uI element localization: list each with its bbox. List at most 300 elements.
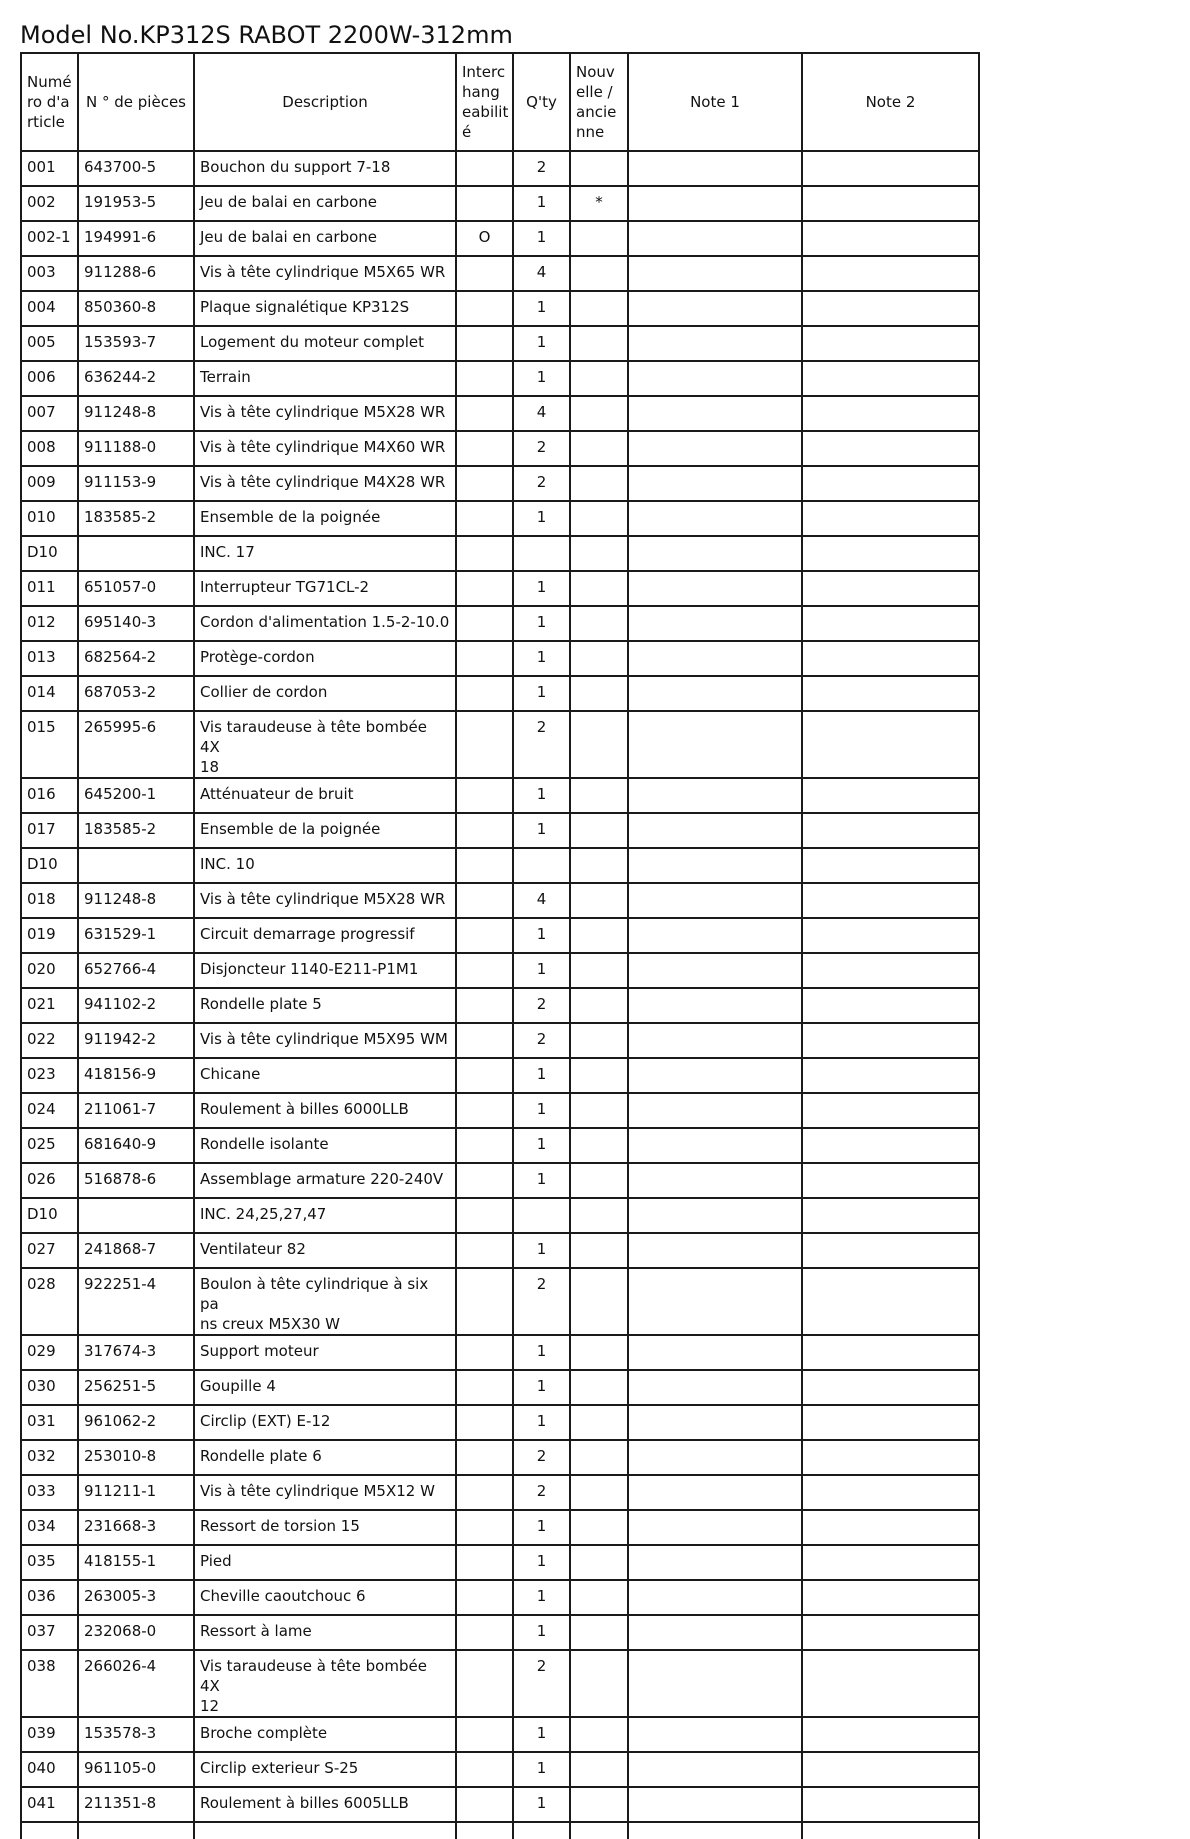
- cell-part-number: 263005-3: [78, 1580, 194, 1615]
- cell-empty: [456, 1822, 513, 1839]
- cell-description: Vis à tête cylindrique M5X65 WR: [194, 256, 456, 291]
- table-row: [21, 1058, 979, 1093]
- cell-new-old: [570, 1370, 628, 1405]
- cell-description: Vis à tête cylindrique M4X60 WR: [194, 431, 456, 466]
- cell-part-number: 211061-7: [78, 1093, 194, 1128]
- cell-note-1: [628, 1128, 802, 1163]
- cell-item-number: 040: [21, 1752, 78, 1787]
- cell-note-2: [802, 1580, 979, 1615]
- cell-note-1: [628, 848, 802, 883]
- cell-description: Rondelle plate 5: [194, 988, 456, 1023]
- cell-note-1: [628, 186, 802, 221]
- cell-quantity: 1: [513, 1128, 570, 1163]
- cell-quantity: 1: [513, 1370, 570, 1405]
- cell-interchangeability: [456, 1440, 513, 1475]
- table-row: [21, 431, 979, 466]
- cell-part-number: 516878-6: [78, 1163, 194, 1198]
- cell-note-1: [628, 361, 802, 396]
- cell-interchangeability: [456, 1545, 513, 1580]
- cell-interchangeability: [456, 1580, 513, 1615]
- cell-part-number: 231668-3: [78, 1510, 194, 1545]
- cell-description: Jeu de balai en carbone: [194, 186, 456, 221]
- cell-note-1: [628, 711, 802, 778]
- cell-item-number: 041: [21, 1787, 78, 1822]
- cell-part-number: 418156-9: [78, 1058, 194, 1093]
- cell-interchangeability: [456, 1475, 513, 1510]
- cell-description: Terrain: [194, 361, 456, 396]
- cell-interchangeability: [456, 1233, 513, 1268]
- cell-item-number: 014: [21, 676, 78, 711]
- cell-quantity: 1: [513, 221, 570, 256]
- cell-interchangeability: [456, 918, 513, 953]
- cell-item-number: 027: [21, 1233, 78, 1268]
- cell-note-2: [802, 1093, 979, 1128]
- cell-note-2: [802, 396, 979, 431]
- cell-note-1: [628, 1440, 802, 1475]
- cell-quantity: [513, 848, 570, 883]
- cell-quantity: 1: [513, 918, 570, 953]
- cell-new-old: [570, 1198, 628, 1233]
- cell-note-2: [802, 431, 979, 466]
- cell-note-1: [628, 1650, 802, 1717]
- header-description: Description: [194, 53, 456, 151]
- cell-quantity: 2: [513, 1268, 570, 1335]
- cell-note-1: [628, 1163, 802, 1198]
- cell-part-number: 911248-8: [78, 883, 194, 918]
- table-row: [21, 953, 979, 988]
- cell-empty: [628, 1822, 802, 1839]
- cell-quantity: 1: [513, 1405, 570, 1440]
- cell-note-1: [628, 1023, 802, 1058]
- cell-new-old: [570, 431, 628, 466]
- cell-part-number: 266026-4: [78, 1650, 194, 1717]
- cell-interchangeability: [456, 1023, 513, 1058]
- cell-description: Roulement à billes 6005LLB: [194, 1787, 456, 1822]
- cell-interchangeability: [456, 431, 513, 466]
- cell-note-2: [802, 641, 979, 676]
- cell-note-1: [628, 606, 802, 641]
- cell-part-number: 183585-2: [78, 813, 194, 848]
- cell-quantity: 1: [513, 778, 570, 813]
- cell-new-old: [570, 1128, 628, 1163]
- cell-note-1: [628, 501, 802, 536]
- cell-description: Logement du moteur complet: [194, 326, 456, 361]
- cell-item-number: 033: [21, 1475, 78, 1510]
- cell-item-number: 023: [21, 1058, 78, 1093]
- cell-note-1: [628, 1233, 802, 1268]
- cell-new-old: [570, 711, 628, 778]
- cell-quantity: 1: [513, 501, 570, 536]
- cell-note-1: [628, 536, 802, 571]
- cell-note-1: [628, 1717, 802, 1752]
- cell-item-number: 026: [21, 1163, 78, 1198]
- cell-description: Ressort à lame: [194, 1615, 456, 1650]
- cell-part-number: 643700-5: [78, 151, 194, 186]
- table-row: [21, 466, 979, 501]
- cell-item-number: 034: [21, 1510, 78, 1545]
- cell-item-number: 028: [21, 1268, 78, 1335]
- header-item-number: Numé ro d'a rticle: [21, 53, 78, 151]
- cell-part-number: 911942-2: [78, 1023, 194, 1058]
- cell-quantity: 1: [513, 186, 570, 221]
- cell-note-1: [628, 466, 802, 501]
- cell-new-old: [570, 1752, 628, 1787]
- cell-interchangeability: [456, 466, 513, 501]
- cell-item-number: 038: [21, 1650, 78, 1717]
- cell-item-number: 021: [21, 988, 78, 1023]
- cell-note-2: [802, 988, 979, 1023]
- cell-new-old: [570, 1440, 628, 1475]
- cell-quantity: 2: [513, 711, 570, 778]
- cell-empty: [513, 1822, 570, 1839]
- parts-table: [20, 52, 980, 1839]
- cell-new-old: [570, 1580, 628, 1615]
- cell-part-number: 911211-1: [78, 1475, 194, 1510]
- cell-interchangeability: [456, 711, 513, 778]
- cell-quantity: 1: [513, 1163, 570, 1198]
- cell-new-old: [570, 641, 628, 676]
- cell-part-number: 941102-2: [78, 988, 194, 1023]
- cell-part-number: 922251-4: [78, 1268, 194, 1335]
- cell-quantity: 1: [513, 813, 570, 848]
- cell-description: Vis à tête cylindrique M4X28 WR: [194, 466, 456, 501]
- cell-description: Ensemble de la poignée: [194, 813, 456, 848]
- cell-quantity: 2: [513, 466, 570, 501]
- cell-part-number: 153593-7: [78, 326, 194, 361]
- cell-item-number: 002: [21, 186, 78, 221]
- table-row: [21, 186, 979, 221]
- cell-part-number: [78, 536, 194, 571]
- cell-interchangeability: [456, 291, 513, 326]
- cell-part-number: 682564-2: [78, 641, 194, 676]
- cell-note-2: [802, 536, 979, 571]
- cell-empty: [78, 1822, 194, 1839]
- cell-part-number: 645200-1: [78, 778, 194, 813]
- cell-note-2: [802, 1650, 979, 1717]
- cell-note-2: [802, 1128, 979, 1163]
- table-row: [21, 396, 979, 431]
- cell-note-1: [628, 571, 802, 606]
- cell-description: Vis à tête cylindrique M5X28 WR: [194, 883, 456, 918]
- cell-note-2: [802, 1615, 979, 1650]
- cell-new-old: [570, 291, 628, 326]
- cell-item-number: 010: [21, 501, 78, 536]
- cell-note-1: [628, 326, 802, 361]
- cell-description: Goupille 4: [194, 1370, 456, 1405]
- cell-note-1: [628, 396, 802, 431]
- cell-quantity: 2: [513, 1023, 570, 1058]
- cell-part-number: 183585-2: [78, 501, 194, 536]
- cell-new-old: [570, 883, 628, 918]
- table-row: [21, 1335, 979, 1370]
- cell-quantity: [513, 1198, 570, 1233]
- cell-interchangeability: [456, 1163, 513, 1198]
- cell-description: Vis à tête cylindrique M5X12 W: [194, 1475, 456, 1510]
- cell-new-old: [570, 813, 628, 848]
- cell-description: Jeu de balai en carbone: [194, 221, 456, 256]
- cell-interchangeability: [456, 676, 513, 711]
- cell-item-number: 035: [21, 1545, 78, 1580]
- cell-description: Circuit demarrage progressif: [194, 918, 456, 953]
- header-new-old: Nouv elle / ancie nne: [570, 53, 628, 151]
- cell-interchangeability: [456, 501, 513, 536]
- cell-empty: [194, 1822, 456, 1839]
- header-note-2: Note 2: [802, 53, 979, 151]
- header-part-number: N ° de pièces: [78, 53, 194, 151]
- cell-description: INC. 10: [194, 848, 456, 883]
- cell-item-number: 012: [21, 606, 78, 641]
- cell-item-number: 036: [21, 1580, 78, 1615]
- cell-note-1: [628, 1510, 802, 1545]
- table-row: [21, 883, 979, 918]
- cell-new-old: [570, 221, 628, 256]
- table-row: [21, 291, 979, 326]
- cell-description: Circlip exterieur S-25: [194, 1752, 456, 1787]
- cell-note-2: [802, 256, 979, 291]
- cell-quantity: 1: [513, 361, 570, 396]
- cell-part-number: 911288-6: [78, 256, 194, 291]
- cell-new-old: [570, 953, 628, 988]
- table-row: [21, 813, 979, 848]
- table-row: [21, 711, 979, 778]
- cell-interchangeability: [456, 606, 513, 641]
- cell-interchangeability: [456, 186, 513, 221]
- cell-note-1: [628, 1752, 802, 1787]
- table-header-row: [21, 53, 979, 151]
- cell-quantity: 1: [513, 1233, 570, 1268]
- cell-note-2: [802, 676, 979, 711]
- cell-item-number: 029: [21, 1335, 78, 1370]
- table-row: [21, 778, 979, 813]
- cell-interchangeability: [456, 396, 513, 431]
- page-title: Model No.KP312S RABOT 2200W-312mm: [20, 21, 513, 49]
- cell-description: Ressort de torsion 15: [194, 1510, 456, 1545]
- cell-quantity: 1: [513, 1752, 570, 1787]
- cell-item-number: 019: [21, 918, 78, 953]
- cell-note-1: [628, 1787, 802, 1822]
- cell-new-old: [570, 1233, 628, 1268]
- cell-interchangeability: [456, 1717, 513, 1752]
- cell-part-number: [78, 1198, 194, 1233]
- cell-item-number: 020: [21, 953, 78, 988]
- table-row: [21, 1822, 979, 1839]
- cell-note-2: [802, 291, 979, 326]
- cell-interchangeability: [456, 1268, 513, 1335]
- cell-note-1: [628, 291, 802, 326]
- cell-interchangeability: [456, 1787, 513, 1822]
- cell-interchangeability: [456, 848, 513, 883]
- cell-item-number: 005: [21, 326, 78, 361]
- cell-new-old: [570, 1268, 628, 1335]
- cell-quantity: 2: [513, 1475, 570, 1510]
- cell-quantity: 1: [513, 1093, 570, 1128]
- cell-interchangeability: [456, 1615, 513, 1650]
- cell-quantity: [513, 536, 570, 571]
- cell-new-old: [570, 326, 628, 361]
- cell-quantity: 1: [513, 606, 570, 641]
- cell-description: Chicane: [194, 1058, 456, 1093]
- cell-description: Atténuateur de bruit: [194, 778, 456, 813]
- cell-item-number: D10: [21, 536, 78, 571]
- cell-note-2: [802, 953, 979, 988]
- cell-new-old: [570, 256, 628, 291]
- table-row: [21, 1128, 979, 1163]
- cell-new-old: *: [570, 186, 628, 221]
- cell-interchangeability: [456, 953, 513, 988]
- cell-note-1: [628, 431, 802, 466]
- cell-interchangeability: [456, 988, 513, 1023]
- cell-quantity: 1: [513, 1335, 570, 1370]
- table-row: [21, 501, 979, 536]
- cell-quantity: 1: [513, 571, 570, 606]
- cell-quantity: 1: [513, 676, 570, 711]
- cell-note-1: [628, 1475, 802, 1510]
- cell-description: Rondelle isolante: [194, 1128, 456, 1163]
- cell-note-1: [628, 1405, 802, 1440]
- cell-note-1: [628, 221, 802, 256]
- cell-new-old: [570, 778, 628, 813]
- cell-part-number: 153578-3: [78, 1717, 194, 1752]
- cell-interchangeability: [456, 813, 513, 848]
- cell-note-2: [802, 361, 979, 396]
- table-row: [21, 221, 979, 256]
- cell-new-old: [570, 536, 628, 571]
- cell-description: Bouchon du support 7-18: [194, 151, 456, 186]
- cell-interchangeability: [456, 256, 513, 291]
- cell-new-old: [570, 151, 628, 186]
- cell-interchangeability: [456, 361, 513, 396]
- cell-item-number: 031: [21, 1405, 78, 1440]
- cell-description: Vis taraudeuse à tête bombée 4X 18: [194, 711, 456, 778]
- cell-item-number: 004: [21, 291, 78, 326]
- cell-new-old: [570, 676, 628, 711]
- cell-note-2: [802, 813, 979, 848]
- cell-note-1: [628, 1545, 802, 1580]
- cell-note-2: [802, 1335, 979, 1370]
- cell-part-number: 232068-0: [78, 1615, 194, 1650]
- table-row: [21, 326, 979, 361]
- cell-note-2: [802, 501, 979, 536]
- cell-note-2: [802, 1023, 979, 1058]
- cell-new-old: [570, 501, 628, 536]
- table-row: [21, 1717, 979, 1752]
- cell-note-1: [628, 256, 802, 291]
- cell-interchangeability: [456, 883, 513, 918]
- cell-item-number: D10: [21, 1198, 78, 1233]
- cell-interchangeability: [456, 326, 513, 361]
- cell-note-2: [802, 918, 979, 953]
- cell-note-2: [802, 1475, 979, 1510]
- cell-note-1: [628, 676, 802, 711]
- cell-interchangeability: [456, 641, 513, 676]
- cell-description: Collier de cordon: [194, 676, 456, 711]
- cell-note-2: [802, 186, 979, 221]
- cell-note-2: [802, 1233, 979, 1268]
- cell-note-2: [802, 848, 979, 883]
- table-row: [21, 1163, 979, 1198]
- cell-part-number: 850360-8: [78, 291, 194, 326]
- table-row: [21, 918, 979, 953]
- cell-new-old: [570, 1163, 628, 1198]
- cell-description: Circlip (EXT) E-12: [194, 1405, 456, 1440]
- cell-interchangeability: [456, 1093, 513, 1128]
- cell-item-number: 007: [21, 396, 78, 431]
- cell-description: Vis à tête cylindrique M5X28 WR: [194, 396, 456, 431]
- table-row: [21, 256, 979, 291]
- cell-empty: [570, 1822, 628, 1839]
- table-row: [21, 1233, 979, 1268]
- table-row: [21, 1615, 979, 1650]
- header-interchangeability: Interc hang eabilit é: [456, 53, 513, 151]
- cell-item-number: 002-1: [21, 221, 78, 256]
- table-row: [21, 571, 979, 606]
- table-row: [21, 1580, 979, 1615]
- cell-note-2: [802, 1370, 979, 1405]
- cell-item-number: 013: [21, 641, 78, 676]
- cell-item-number: 006: [21, 361, 78, 396]
- cell-note-2: [802, 326, 979, 361]
- table-row: [21, 1787, 979, 1822]
- cell-item-number: 039: [21, 1717, 78, 1752]
- table-row: [21, 1475, 979, 1510]
- cell-note-2: [802, 1163, 979, 1198]
- cell-quantity: 1: [513, 291, 570, 326]
- cell-quantity: 4: [513, 396, 570, 431]
- cell-part-number: 253010-8: [78, 1440, 194, 1475]
- cell-quantity: 2: [513, 1440, 570, 1475]
- cell-description: Ventilateur 82: [194, 1233, 456, 1268]
- cell-quantity: 4: [513, 883, 570, 918]
- cell-new-old: [570, 1615, 628, 1650]
- cell-interchangeability: [456, 151, 513, 186]
- header-quantity: Q'ty: [513, 53, 570, 151]
- cell-item-number: 016: [21, 778, 78, 813]
- cell-note-1: [628, 151, 802, 186]
- cell-quantity: 1: [513, 1510, 570, 1545]
- cell-note-1: [628, 1580, 802, 1615]
- cell-new-old: [570, 988, 628, 1023]
- cell-part-number: 256251-5: [78, 1370, 194, 1405]
- cell-quantity: 1: [513, 953, 570, 988]
- cell-quantity: 1: [513, 1545, 570, 1580]
- cell-note-1: [628, 1058, 802, 1093]
- cell-note-2: [802, 606, 979, 641]
- cell-interchangeability: O: [456, 221, 513, 256]
- cell-part-number: 418155-1: [78, 1545, 194, 1580]
- cell-part-number: 191953-5: [78, 186, 194, 221]
- cell-item-number: 017: [21, 813, 78, 848]
- cell-item-number: 011: [21, 571, 78, 606]
- cell-description: Disjoncteur 1140-E211-P1M1: [194, 953, 456, 988]
- cell-quantity: 1: [513, 1058, 570, 1093]
- cell-interchangeability: [456, 778, 513, 813]
- table-row: [21, 641, 979, 676]
- cell-new-old: [570, 1510, 628, 1545]
- cell-item-number: 015: [21, 711, 78, 778]
- cell-description: Rondelle plate 6: [194, 1440, 456, 1475]
- header-note-1: Note 1: [628, 53, 802, 151]
- cell-part-number: 317674-3: [78, 1335, 194, 1370]
- cell-note-1: [628, 1615, 802, 1650]
- table-row: [21, 1752, 979, 1787]
- cell-description: Vis à tête cylindrique M5X95 WM: [194, 1023, 456, 1058]
- cell-item-number: 009: [21, 466, 78, 501]
- cell-quantity: 1: [513, 1787, 570, 1822]
- cell-note-2: [802, 778, 979, 813]
- cell-note-2: [802, 1268, 979, 1335]
- cell-new-old: [570, 918, 628, 953]
- cell-note-2: [802, 883, 979, 918]
